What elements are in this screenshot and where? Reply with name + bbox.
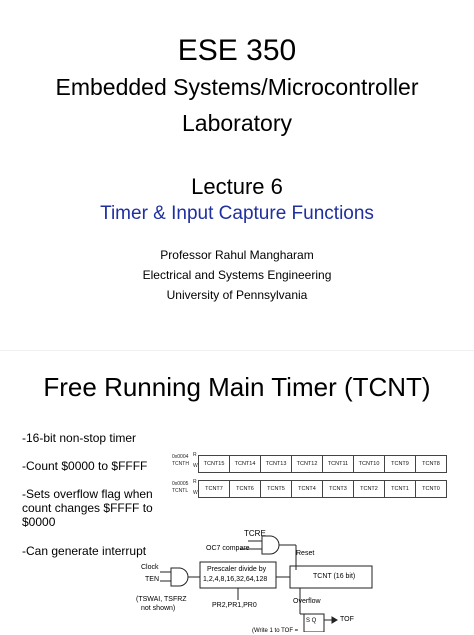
prescaler-line2: 1,2,4,8,16,32,64,128 [203, 576, 268, 583]
department-name: Electrical and Systems Engineering [142, 268, 332, 282]
lecture-topic: Timer & Input Capture Functions [100, 203, 374, 224]
tswai-line2: not shown) [141, 605, 176, 612]
tcnth-bit-13: TCNT13 [261, 456, 292, 473]
tcnth-bit-12: TCNT12 [292, 456, 323, 473]
lecture-number: Lecture 6 [191, 174, 283, 199]
bullet-3: -Sets overflow flag when count changes $FFFF to $0000 [22, 487, 153, 529]
tcntl-bit-5: TCNT5 [261, 481, 292, 498]
tcntl-bit-6: TCNT6 [230, 481, 261, 498]
tcnth-bit-15: TCNT15 [199, 456, 230, 473]
tcnth-rw-w: W [193, 463, 198, 469]
bullet-1: -16-bit non-stop timer [22, 431, 137, 445]
tcnth-address: 0x0004 [172, 454, 189, 460]
tcntl-bit-1: TCNT1 [385, 481, 416, 498]
tcnth-bit-11: TCNT11 [323, 456, 354, 473]
tcnth-bit-8: TCNT8 [416, 456, 447, 473]
tof-label: TOF [340, 616, 354, 623]
bullet-2: -Count $0000 to $FFFF [22, 459, 148, 473]
prescaler-line1: Prescaler divide by [207, 566, 267, 573]
overflow-label: Overflow [293, 598, 321, 605]
tcntl-bit-7: TCNT7 [199, 481, 230, 498]
tcnth-name: TCNTH [172, 461, 189, 467]
professor-name: Professor Rahul Mangharam [160, 248, 314, 262]
tcntl-bit-0: TCNT0 [416, 481, 447, 498]
pr-bits-label: PR2,PR1,PR0 [212, 602, 257, 609]
tcntl-bit-4: TCNT4 [292, 481, 323, 498]
tcnt-box-label: TCNT (16 bit) [313, 573, 356, 580]
tcnth-rw-r: R [193, 452, 197, 458]
and-gate-clock [171, 568, 188, 586]
tcntl-address: 0x0005 [172, 481, 189, 487]
write-tof-label: (Write 1 to TOF = [252, 628, 299, 634]
tcre-label: TCRE [244, 529, 266, 538]
bullet-4: -Can generate interrupt [22, 544, 147, 558]
oc7-compare-label: OC7 compare [206, 545, 250, 552]
tcntl-bit-3: TCNT3 [323, 481, 354, 498]
sr-latch-label: S Q [306, 618, 317, 624]
course-subtitle-line1: Embedded Systems/Microcontroller [55, 74, 419, 100]
slide2-title: Free Running Main Timer (TCNT) [43, 372, 431, 402]
course-subtitle-line2: Laboratory [182, 110, 292, 136]
tcnth-bit-14: TCNT14 [230, 456, 261, 473]
tcntl-name: TCNTL [172, 488, 189, 494]
tswai-line1: (TSWAI, TSFRZ [136, 596, 187, 603]
and-gate-reset [262, 536, 279, 554]
tcntl-bit-2: TCNT2 [354, 481, 385, 498]
tcnth-bit-9: TCNT9 [385, 456, 416, 473]
clock-label: Clock [141, 564, 159, 571]
reset-label: Reset [296, 550, 315, 557]
tcnth-bit-10: TCNT10 [354, 456, 385, 473]
course-title: ESE 350 [177, 34, 297, 67]
university-name: University of Pennsylvania [166, 288, 308, 302]
tcntl-rw-w: W [193, 490, 198, 496]
tcntl-rw-r: R [193, 479, 197, 485]
ten-label: TEN [145, 576, 159, 583]
